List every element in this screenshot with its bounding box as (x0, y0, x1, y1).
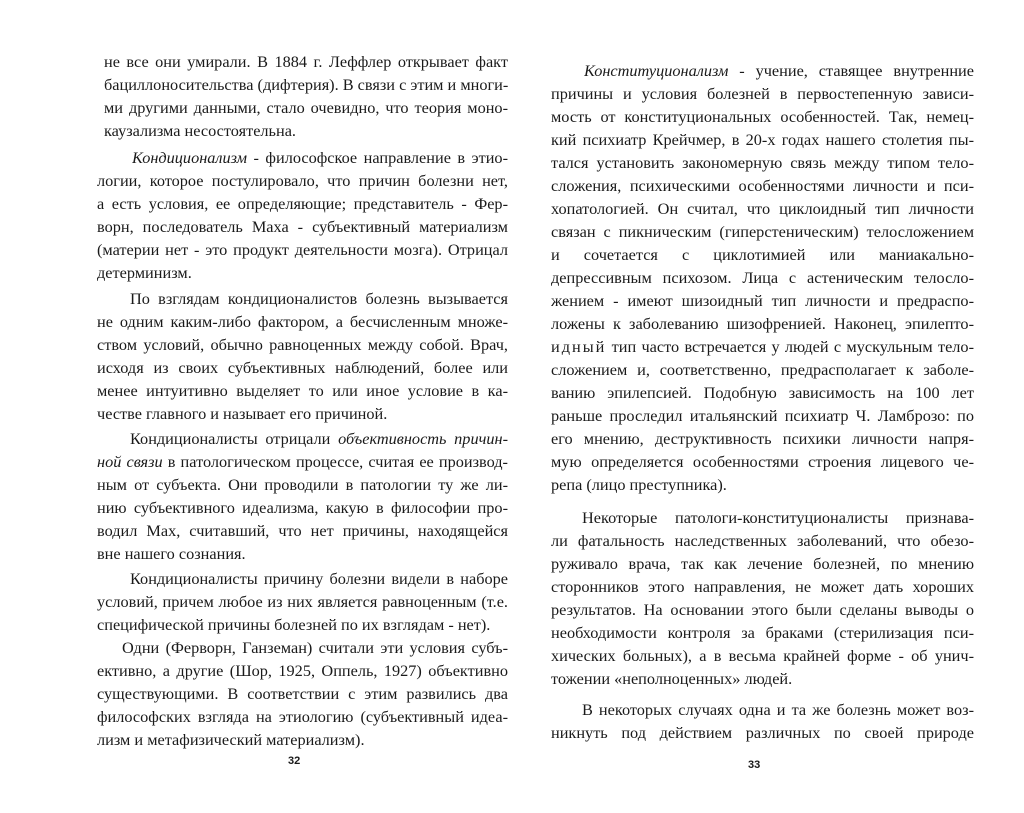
text-line: хопатологией. Он считал, что циклоидный тип личности (551, 199, 974, 218)
text-line: В некоторых случаях одна и та же болезнь может воз- (582, 700, 974, 719)
text-line (130, 427, 508, 450)
text-line: кий психиатр Крейчмер, в 20-х годах нашего столетия пы- (551, 130, 974, 149)
text-run: тип часто встречается у людей с мускульным тело- (606, 337, 974, 356)
text-line: хических больных), а в весьма крайней форме - об унич- (551, 646, 974, 665)
text-line: его мнению, деструктивность психики личности напря- (551, 429, 974, 448)
term-italic: Кондиционализм (132, 148, 248, 167)
text-line: вне нашего сознания. (97, 544, 246, 563)
term-italic: ной связи (97, 452, 163, 471)
text-line: ворн, последователь Маха - субъективный материализм (97, 217, 508, 236)
text-run: в патологическом процессе, считая ее производ- (162, 452, 508, 471)
term-italic: Конституционализм (584, 61, 729, 80)
text-line: мость от конституциональных особенностей. Так, немец- (551, 107, 974, 126)
text-line: Кондиционалисты причину болезни видели в наборе (130, 569, 508, 588)
text-line: сложения, психическими особенностями личности и пси- (551, 176, 974, 195)
text-line: не все они умирали. В 1884 г. Леффлер открывает факт (104, 52, 508, 71)
text-line: руживало врача, так как лечение болезней, по мнению (551, 554, 974, 573)
term-italic: объективность причин- (338, 429, 508, 448)
text-line: логии, которое постулировало, что причин болезни нет, (97, 171, 508, 190)
page-number: 33 (748, 759, 761, 771)
text-line: репа (лицо преступника). (551, 475, 727, 494)
text-line: тался установить закономерную связь между типом тело- (551, 153, 974, 172)
text-run: - учение, ставящее внутренние (728, 61, 974, 80)
text-line: Одни (Ферворн, Ганземан) считали эти условия субъ- (122, 638, 508, 657)
text-line: и сочетается с циклотимией или маниакально- (551, 245, 974, 264)
text-line: специфической причины болезней по их взглядам - нет). (97, 615, 491, 634)
text-line: детерминизм. (97, 263, 192, 282)
text-line: а есть условия, ее определяющие; представитель - Фер- (97, 194, 508, 213)
text-line (551, 335, 974, 358)
text-line (132, 146, 508, 169)
text-line (584, 59, 974, 82)
text-line: (материи нет - это продукт деятельности мозга). Отрицал (97, 240, 508, 259)
text-line (97, 450, 508, 473)
text-line: ным от субъекта. Они проводили в патологии ту же ли- (97, 475, 508, 494)
text-line: водил Мах, считавший, что нет причины, находящейся (97, 521, 508, 540)
text-line: исходя из своих субъективных наблюдений, более или (97, 358, 508, 377)
text-line: депрессивным психозом. Лица с астеническим телосло- (551, 268, 974, 287)
text-line: ванию эпилепсией. Подобную зависимость на 100 лет (551, 383, 974, 402)
text-line: ли фатальность наследственных заболеваний, что обезо- (551, 531, 974, 550)
term-spaced: идный (551, 337, 607, 356)
text-line: нию субъективного идеализма, какую в философии про- (97, 498, 508, 517)
text-line: каузализма несостоятельна. (104, 121, 296, 140)
text-line: сторонников этого направления, не может дать хороших (551, 577, 974, 596)
text-line: причины и условия болезней в первостепенную зависи- (551, 84, 974, 103)
text-line: лизм и метафизический материализм). (97, 730, 365, 749)
text-line: необходимости контроля за браками (стерилизация пси- (551, 623, 974, 642)
text-line: существующими. В соответствии с этим развились два (97, 684, 508, 703)
text-line: мую определяется особенностями строения лицевого че- (551, 452, 974, 471)
text-line: ми другими данными, стало очевидно, что теория моно- (104, 98, 508, 117)
page-number: 32 (288, 755, 301, 767)
text-line: менее интуитивно выделяет то или иное условие в ка- (97, 381, 508, 400)
text-line: результатов. На основании этого были сделаны выводы о (551, 600, 974, 619)
text-run: - философское направление в этио- (247, 148, 508, 167)
text-line: никнуть под действием различных по своей природе (551, 723, 974, 742)
text-line: жением - имеют шизоидный тип личности и предраспо- (551, 291, 974, 310)
text-line: не одним каким-либо фактором, а бесчисленным множе- (97, 312, 508, 331)
text-line: честве главного и называет его причиной. (97, 404, 388, 423)
text-line: философских взгляда на этиологию (субъективный идеа- (97, 707, 508, 726)
text-line: ективно, а другие (Шор, 1925, Оппель, 1927) объективно (97, 661, 508, 680)
text-line: По взглядам кондиционалистов болезнь вызывается (130, 289, 508, 308)
text-line: условий, причем любое из них является равноценным (т.е. (97, 592, 508, 611)
text-line: сложением и, соответственно, предрасполагает к заболе- (551, 360, 974, 379)
text-line: раньше проследил итальянский психиатр Ч. Ламброзо: по (551, 406, 974, 425)
text-line: тожении «неполноценных» людей. (551, 669, 793, 688)
text-line: бациллоносительства (дифтерия). В связи с этим и многи- (104, 75, 508, 94)
text-line: ством условий, обычно равноценных между собой. Врач, (97, 335, 508, 354)
text-run: Кондиционалисты отрицали (130, 429, 339, 448)
text-line: связан с пикническим (гиперстеническим) телосложением (551, 222, 974, 241)
right-page (512, 0, 1024, 813)
text-line: Некоторые патологи-конституционалисты признава- (582, 508, 974, 527)
text-line: ложены к заболеванию шизофренией. Наконец, эпилепто- (551, 314, 974, 333)
